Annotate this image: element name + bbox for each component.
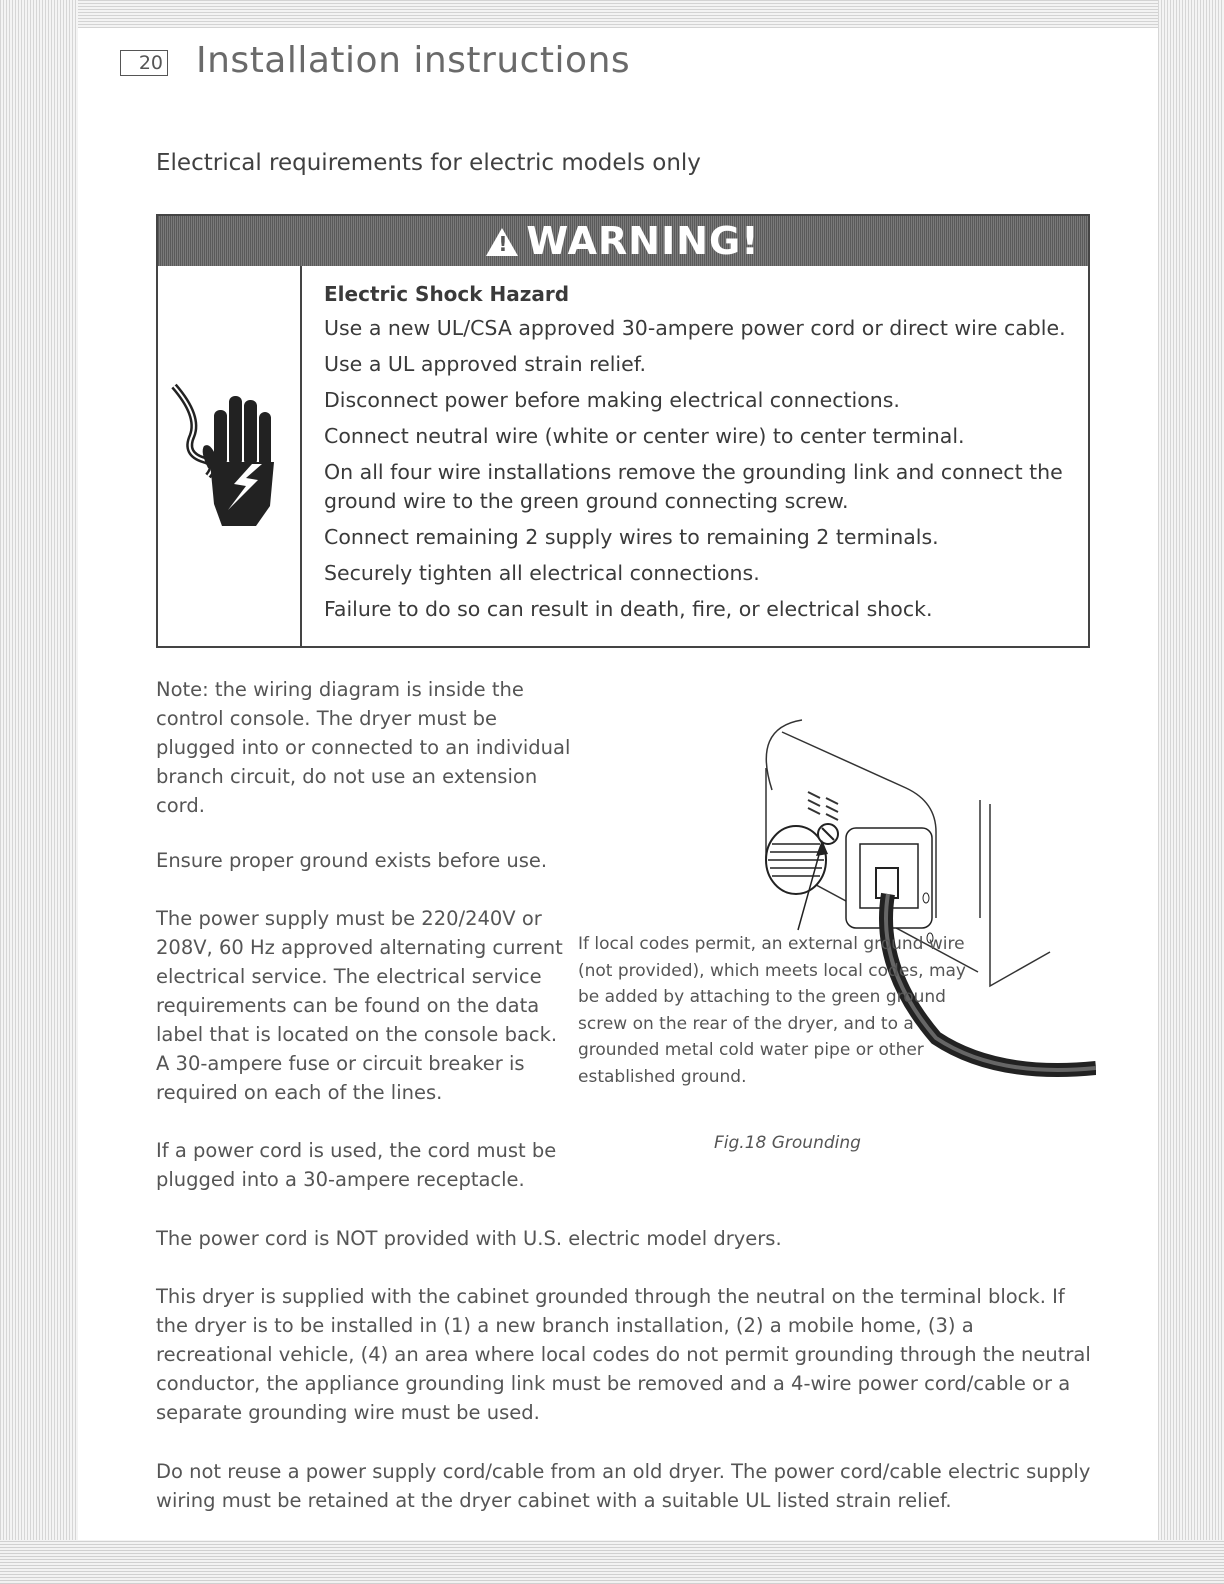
warning-line: Securely tighten all electrical connections. — [324, 561, 760, 585]
power-supply-paragraph: The power supply must be 220/240V or 208V, 60 Hz approved alternating current electrical service. The electrical service requirements can be found on the data label that is located on the console back. A 30-ampere fuse or circuit breaker is required on each of the lines. — [156, 907, 563, 1104]
warning-banner-text: WARNING! — [526, 219, 760, 263]
page-title: Installation instructions — [196, 40, 631, 81]
warning-list — [324, 282, 1084, 631]
section-heading: Electrical requirements for electric models only — [156, 150, 701, 176]
scan-border-left — [0, 0, 78, 1584]
warning-line: Failure to do so can result in death, fire, or electrical shock. — [324, 597, 933, 621]
ground-paragraph: Ensure proper ground exists before use. — [156, 849, 548, 872]
electric-shock-hand-icon — [170, 376, 290, 526]
scan-border-right — [1158, 0, 1224, 1584]
cabinet-grounded-paragraph: This dryer is supplied with the cabinet grounded through the neutral on the terminal block. If the dryer is to be installed in (1) a new branch installation, (2) a mobile home, (3) a recreational vehicle, (4) an area where local codes do not permit grounding through the neutral conductor, the appliance grounding link must be removed and a 4-wire power cord/cable or a separate grounding wire must be used. — [156, 1285, 1091, 1424]
note-paragraph: Note: the wiring diagram is inside the control console. The dryer must be plugged into or connected to an individual branch circuit, do not use an extension cord. — [156, 678, 571, 817]
warning-line: Use a UL approved strain relief. — [324, 352, 646, 376]
figure-caption: Fig.18 Grounding — [714, 1133, 861, 1153]
hazard-title: Electric Shock Hazard — [324, 282, 570, 306]
figure-callout: If local codes permit, an external ground wire (not provided), which meets local codes, may be added by attaching to the green ground screw on the rear of the dryer, and to a grounded metal cold water pipe or other established ground. — [578, 934, 966, 1087]
warning-line: Connect neutral wire (white or center wire) to center terminal. — [324, 424, 965, 448]
warning-box — [156, 214, 1090, 648]
reuse-paragraph: Do not reuse a power supply cord/cable from an old dryer. The power cord/cable electric supply wiring must be retained at the dryer cabinet with a suitable UL listed strain relief. — [156, 1460, 1091, 1512]
manual-page — [78, 28, 1158, 1540]
not-provided-paragraph: The power cord is NOT provided with U.S. electric model dryers. — [156, 1227, 782, 1250]
scan-border-top — [0, 0, 1224, 28]
warning-line: Use a new UL/CSA approved 30-ampere power cord or direct wire cable. — [324, 316, 1066, 340]
page-number: 20 — [120, 50, 168, 76]
scan-border-bottom — [0, 1540, 1224, 1584]
warning-triangle-icon — [486, 228, 518, 256]
warning-line: Connect remaining 2 supply wires to remaining 2 terminals. — [324, 525, 939, 549]
warning-line: On all four wire installations remove the grounding link and connect the ground wire to the green ground connecting screw. — [324, 460, 1063, 513]
warning-divider — [300, 266, 302, 646]
warning-line: Disconnect power before making electrical connections. — [324, 388, 900, 412]
power-cord-paragraph: If a power cord is used, the cord must be plugged into a 30-ampere receptacle. — [156, 1139, 557, 1191]
warning-banner — [158, 216, 1088, 266]
